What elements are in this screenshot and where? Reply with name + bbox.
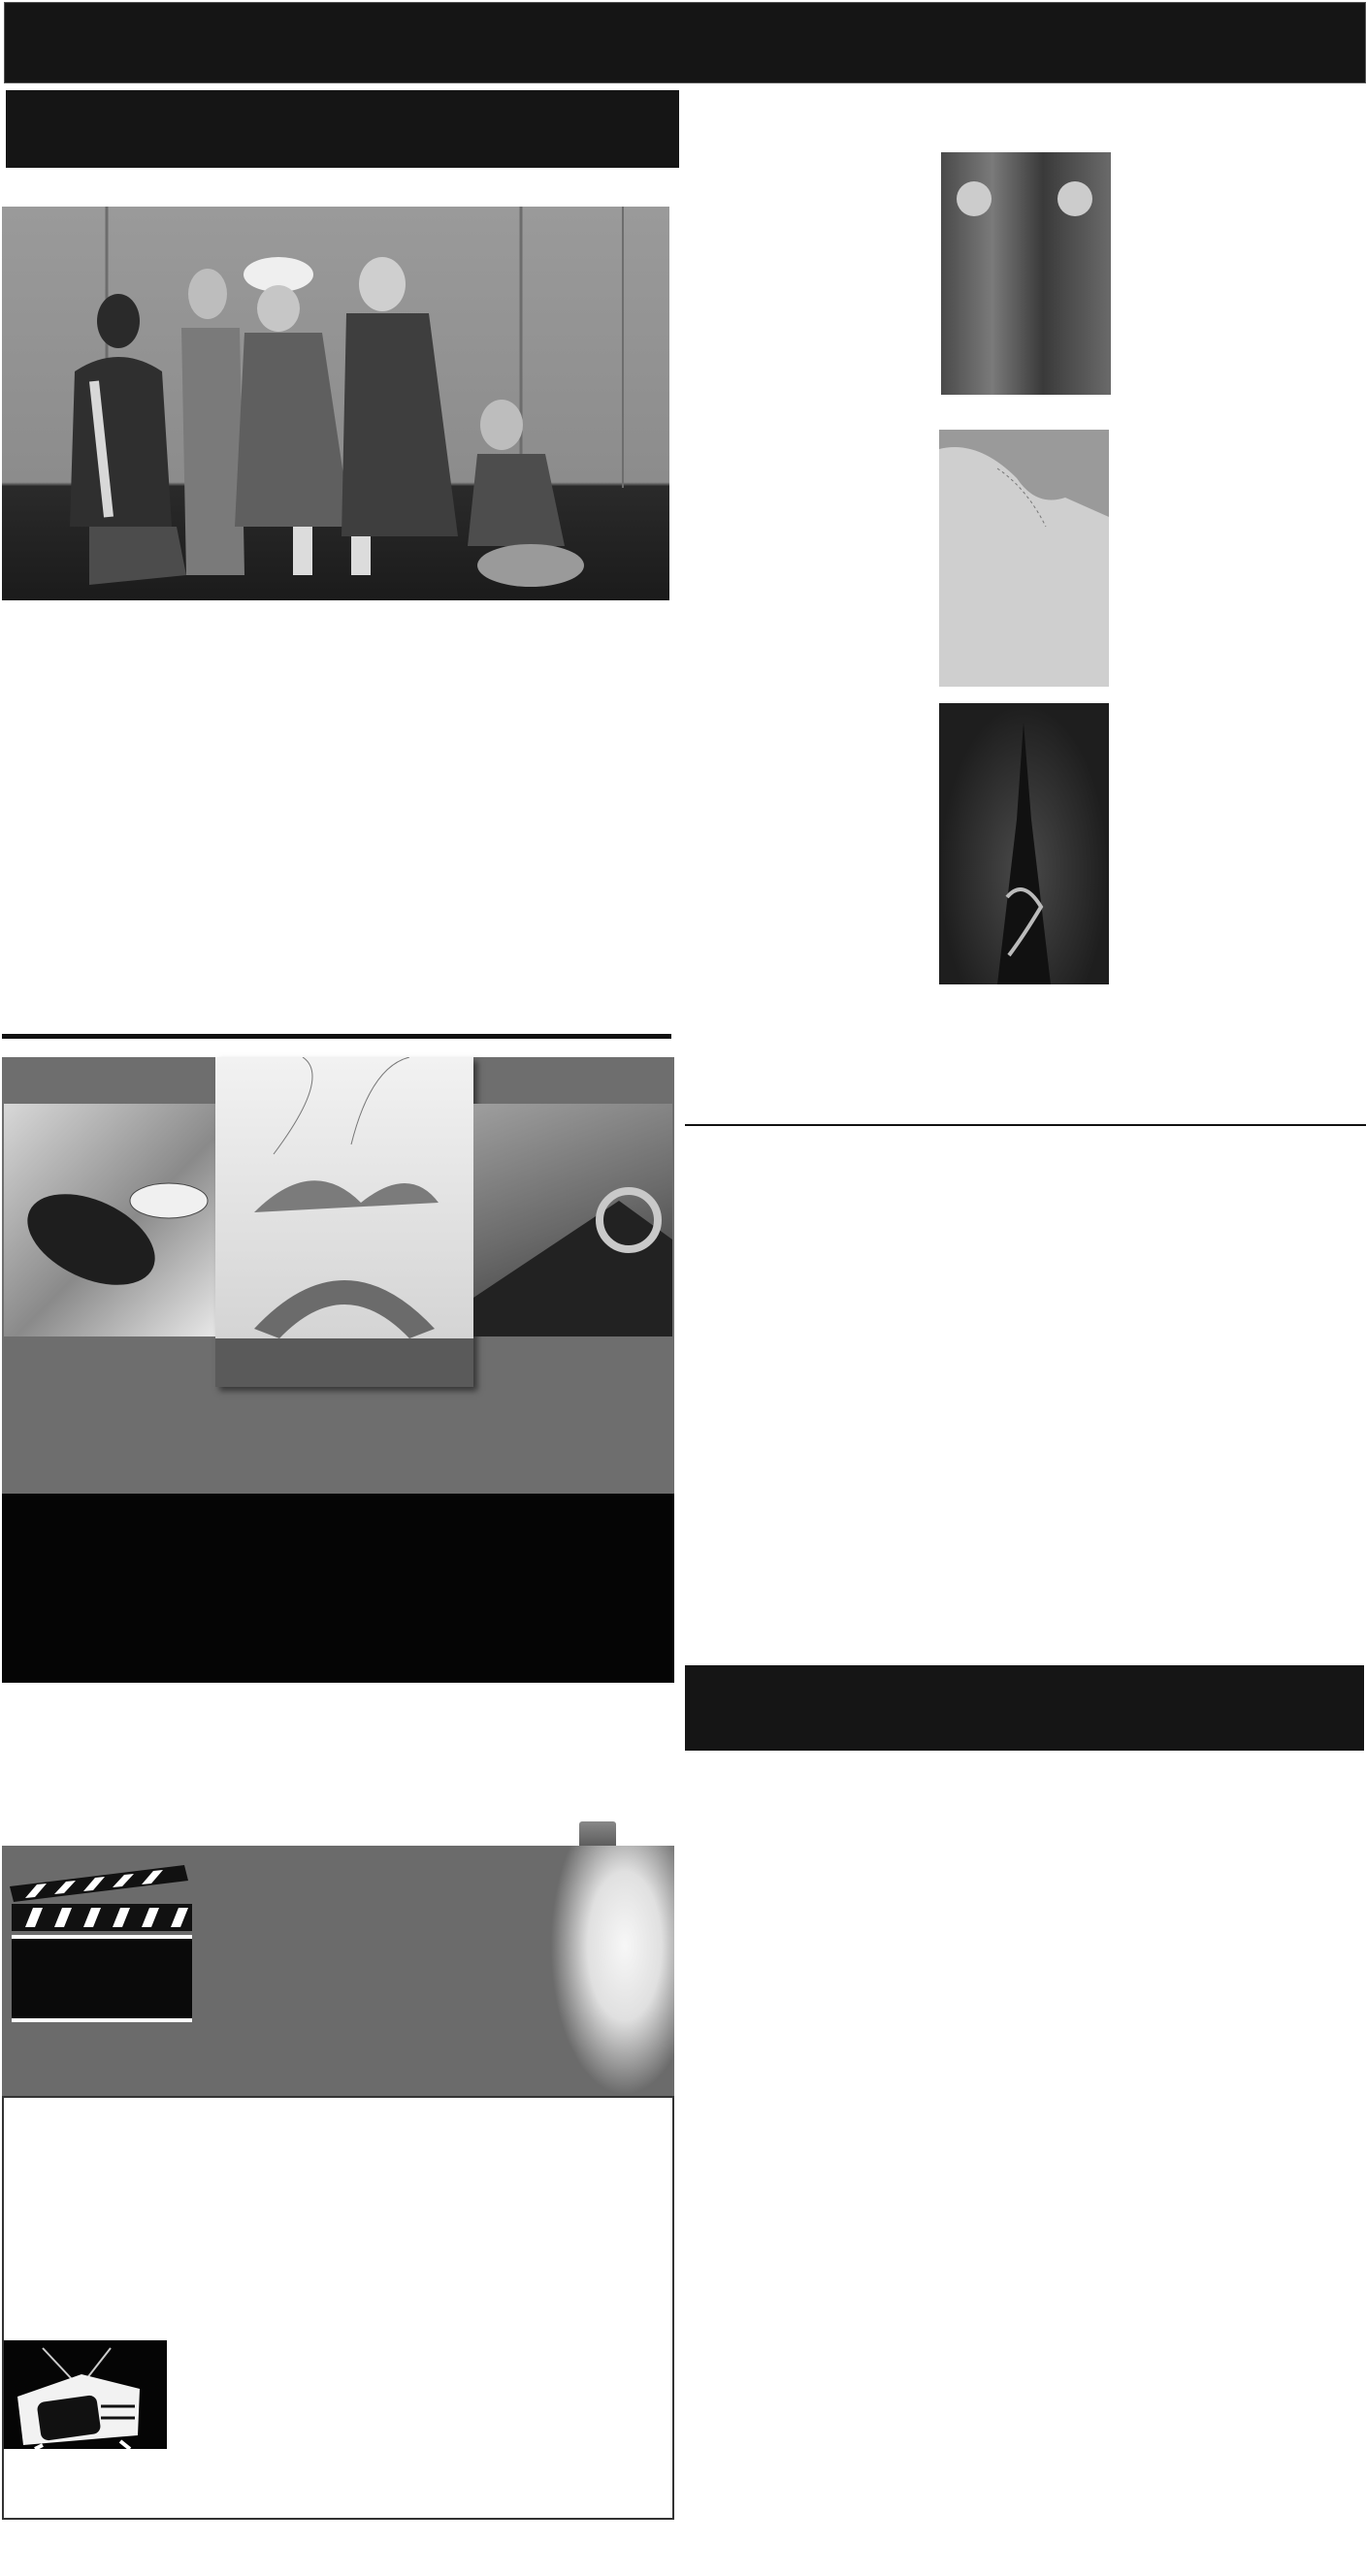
cat-painting: [4, 1104, 215, 1336]
wonder-trail-cover-bottom: [939, 599, 1109, 687]
artwork-panel: [2, 1057, 674, 1494]
stage-photo: [2, 207, 669, 600]
event-details-panel: [2, 1494, 674, 1683]
actors-workshop-ad: [2, 1846, 674, 2096]
june-chandler-portrait: [550, 1846, 674, 2096]
map-illustration: [939, 430, 1109, 599]
marquee-banner: [6, 90, 679, 168]
actors-illustration: [2, 207, 669, 600]
abstract-painting: [473, 1104, 672, 1336]
emerging-women-ad: [2, 1057, 674, 1683]
abstract-illustration: [473, 1104, 672, 1336]
section-divider: [685, 1124, 1366, 1126]
nightingale-cover: [939, 703, 1109, 984]
clapper-top: [10, 1865, 190, 1904]
clapper-body: [12, 1935, 192, 2022]
paper-dateline: [13, 59, 20, 76]
award-seal: [1057, 181, 1092, 216]
tv-graphic: [4, 2340, 167, 2449]
cover-subtitle: [939, 599, 1109, 605]
section-divider: [2, 1034, 671, 1039]
nightingale-review: [685, 151, 935, 152]
business-banner: [685, 1665, 1364, 1751]
bridge-illustration: [215, 1057, 473, 1387]
cat-illustration: [4, 1104, 215, 1336]
television-icon: [4, 2340, 167, 2449]
eiffel-tower-illustration: [939, 703, 1109, 984]
cover-banner: [941, 152, 1111, 162]
clapper-stripe: [12, 1904, 192, 1931]
masthead: [4, 2, 1366, 83]
euphoria-cover: [941, 152, 1111, 395]
nuts-and-bolts-ad: [2, 2096, 674, 2520]
award-seal: [957, 181, 992, 216]
wonder-trail-cover: [939, 430, 1109, 599]
bridge-painting: [215, 1057, 473, 1387]
marquee-title: [6, 90, 679, 92]
